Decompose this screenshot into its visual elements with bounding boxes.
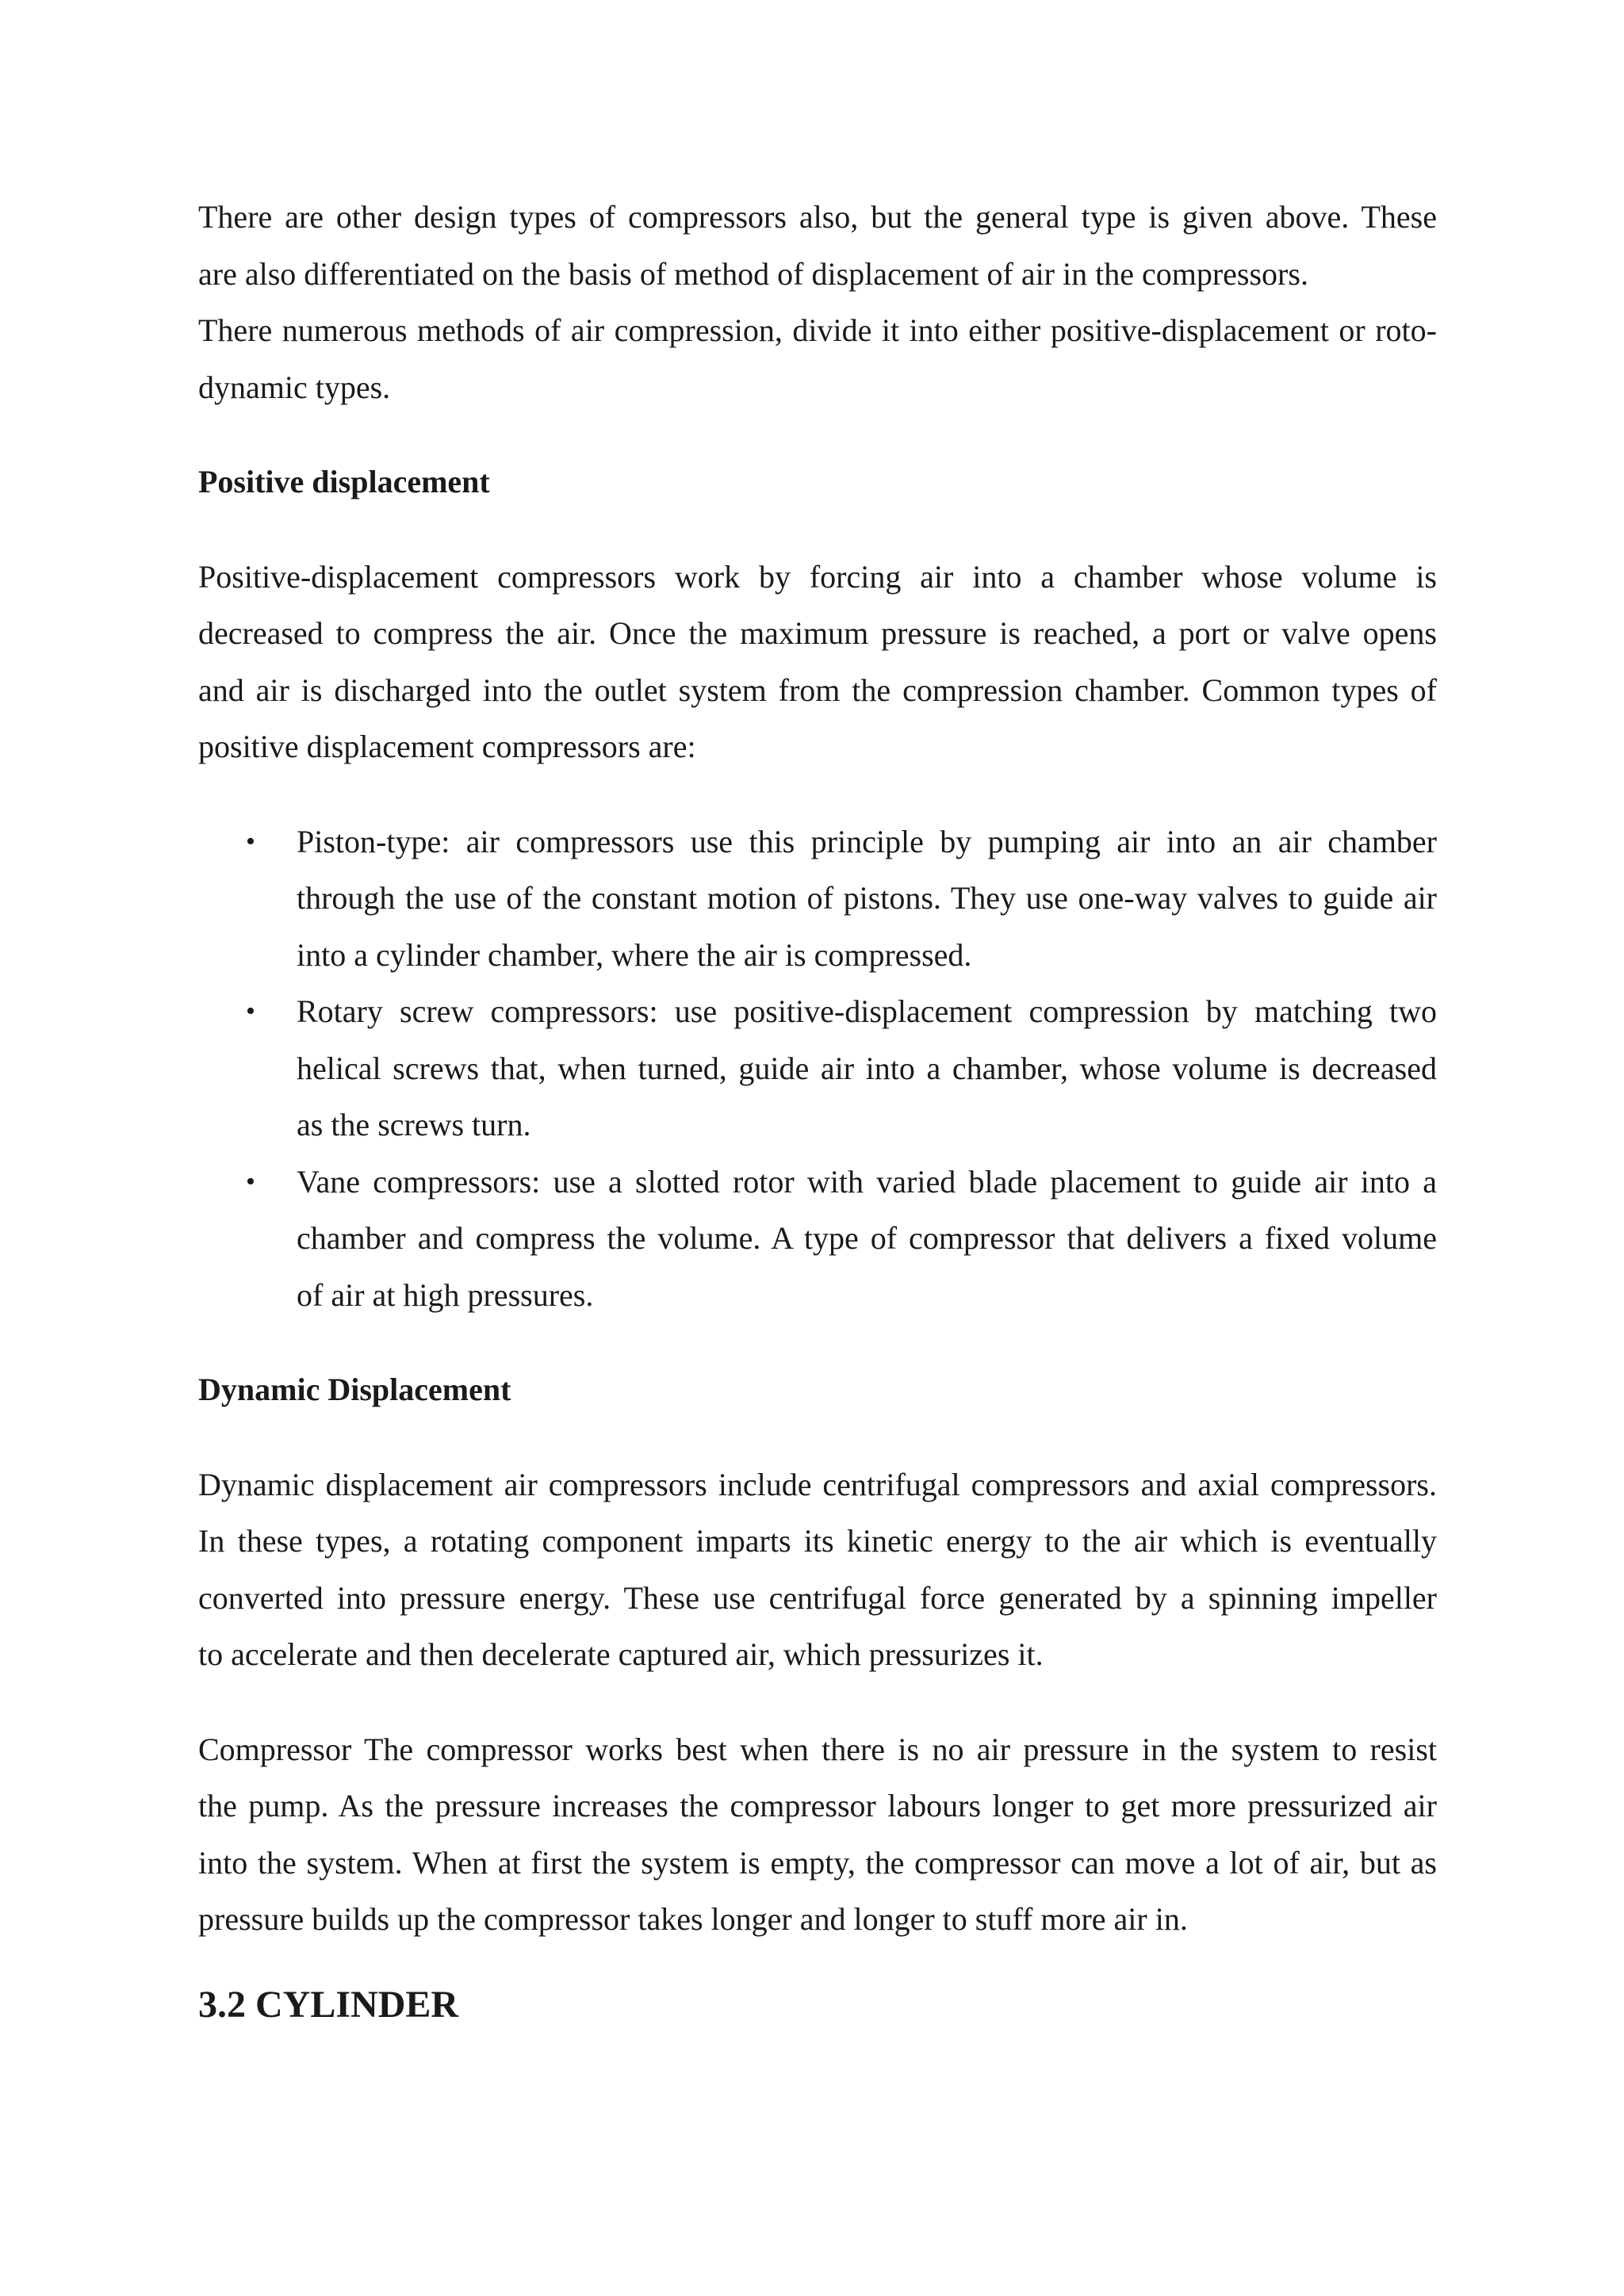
list-item-piston [198, 813, 1437, 984]
text-line: of air at high pressures. [297, 1276, 594, 1313]
text-line: helical screws that, when turned, guide air into a chamber, whose volume is decreased [297, 1050, 1437, 1086]
text-line: and air is discharged into the outlet system from the compression chamber. Common types of [198, 672, 1437, 708]
text-line: positive displacement compressors are: [198, 729, 696, 764]
text-line: into the system. When at first the system is empty, the compressor can move a lot of air, but as [198, 1844, 1437, 1881]
text-line: as the screws turn. [297, 1107, 531, 1142]
dynamic-displacement-paragraph [198, 1456, 1437, 1683]
document-page [198, 189, 1437, 2034]
text-line: chamber and compress the volume. A type of compressor that delivers a fixed volume [297, 1220, 1437, 1256]
text-line: the pump. As the pressure increases the compressor labours longer to get more pressurized air [198, 1788, 1437, 1823]
compressor-types-list [198, 813, 1437, 1324]
section-title: 3.2 CYLINDER [198, 1983, 459, 2026]
text-line: pressure builds up the compressor takes longer and longer to stuff more air in. [198, 1901, 1188, 1937]
list-item-vane [198, 1154, 1437, 1324]
bullet-icon: • [246, 826, 255, 856]
text-line: are also differentiated on the basis of method of displacement of air in the compressors. [198, 255, 1308, 292]
text-line: to accelerate and then decelerate captured air, which pressurizes it. [198, 1636, 1044, 1672]
list-item-rotary-screw [198, 983, 1437, 1154]
text-line: decreased to compress the air. Once the maximum pressure is reached, a port or valve opens [198, 615, 1437, 651]
bullet-icon: • [246, 997, 255, 1026]
text-line: Positive-displacement compressors work by forcing air into a chamber whose volume is [198, 558, 1437, 595]
bullet-icon: • [246, 1166, 255, 1196]
positive-displacement-heading: Positive displacement [198, 464, 490, 499]
text-line: Rotary screw compressors: use positive-displacement compression by matching two [297, 993, 1437, 1029]
text-line: There are other design types of compressors also, but the general type is given above. These [198, 199, 1437, 235]
positive-displacement-paragraph [198, 549, 1437, 775]
text-line: converted into pressure energy. These use centrifugal force generated by a spinning impeller [198, 1579, 1437, 1616]
text-line: Piston-type: air compressors use this principle by pumping air into an air chamber [297, 823, 1437, 859]
text-line: In these types, a rotating component imparts its kinetic energy to the air which is eventually [198, 1523, 1437, 1559]
text-line: There numerous methods of air compression, divide it into either positive-displacement or roto- [198, 312, 1437, 348]
text-line: Compressor The compressor works best when there is no air pressure in the system to resist [198, 1731, 1437, 1767]
text-line: Dynamic displacement air compressors include centrifugal compressors and axial compressors. [198, 1466, 1437, 1502]
dynamic-displacement-heading: Dynamic Displacement [198, 1372, 511, 1407]
intro-paragraph [198, 189, 1437, 415]
text-line: dynamic types. [198, 369, 391, 405]
text-line: through the use of the constant motion of pistons. They use one-way valves to guide air [297, 880, 1437, 916]
compressor-paragraph [198, 1721, 1437, 1948]
text-line: Vane compressors: use a slotted rotor with varied blade placement to guide air into a [297, 1163, 1437, 1200]
text-line: into a cylinder chamber, where the air is compressed. [297, 936, 972, 973]
